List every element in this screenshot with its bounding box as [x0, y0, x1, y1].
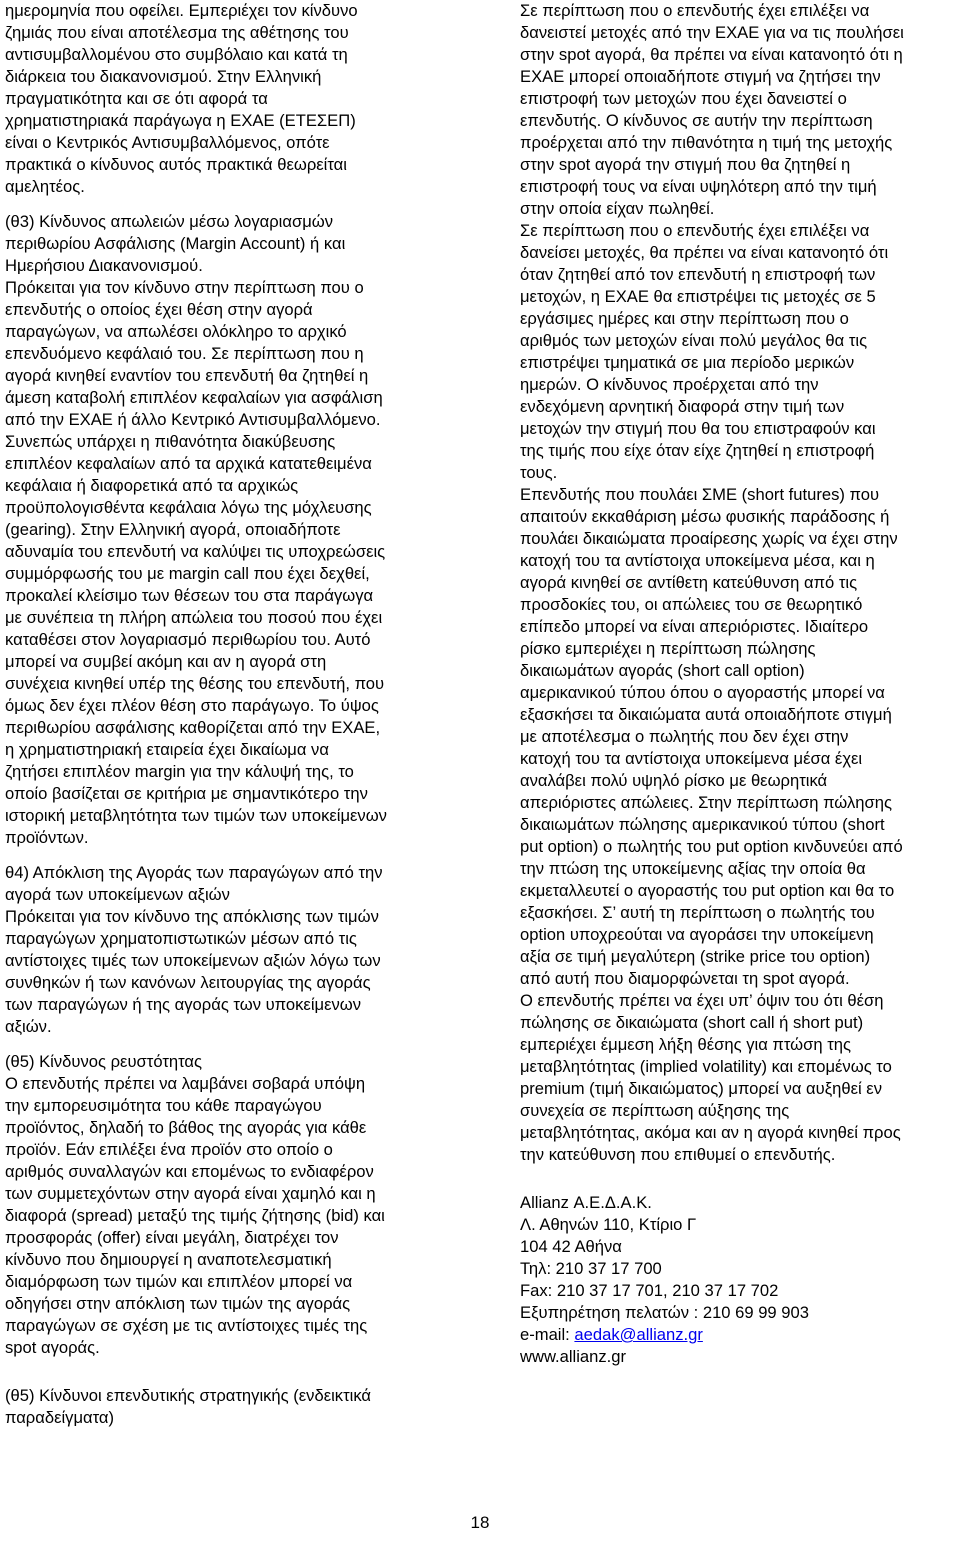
text-line: Σε περίπτωση που ο επενδυτής έχει επιλέξει να: [520, 1, 870, 20]
left-paragraph-1: [5, 0, 445, 198]
text-line: μετοχών, η ΕΧΑΕ θα επιστρέψει τις μετοχές σε 5: [520, 287, 876, 306]
text-line: αδυναμία του επενδυτή να καλύψει τις υποχρεώσεις: [5, 542, 386, 561]
text-line: αγορά κινηθεί εναντίον του επενδυτή θα ζητηθεί η: [5, 366, 369, 385]
text-line: (θ5) Κίνδυνος ρευστότητας: [5, 1052, 203, 1071]
text-line: δανείσει μετοχές, θα πρέπει να είναι κατανοητό ότι: [520, 243, 889, 262]
contact-address-1: Λ. Αθηνών 110, Κτίριο Γ: [520, 1215, 697, 1234]
text-line: ζημιάς που είναι αποτέλεσμα της αθέτησης του: [5, 23, 349, 42]
text-line: οποίο βασίζεται σε κριτήρια με σημαντικότερο την: [5, 784, 368, 803]
text-line: option υποχρεούται να αγοράσει την υποκείμενη: [520, 925, 874, 944]
text-line: κίνδυνο που δημιουργεί η αναποτελεσματική: [5, 1250, 332, 1269]
text-line: συνέχεια κινηθεί υπέρ της θέσης του επενδυτή, που: [5, 674, 385, 693]
text-line: Ημερήσιου Διακανονισμού.: [5, 256, 203, 275]
text-line: Ο επενδυτής πρέπει να λαμβάνει σοβαρά υπόψη: [5, 1074, 366, 1093]
text-line: όταν ζητηθεί από τον επενδυτή η επιστροφή των: [520, 265, 876, 284]
text-line: spot αγοράς.: [5, 1338, 100, 1357]
text-line: από την ΕΧΑΕ ή άλλο Κεντρικό Αντισυμβαλλόμενο.: [5, 410, 381, 429]
text-line: εργάσιμες ημέρες και στην περίπτωση που ο: [520, 309, 849, 328]
right-column: [520, 0, 960, 1368]
left-paragraph-4: [5, 1051, 445, 1359]
text-line: αγορά κινηθεί σε αντίθετη κατεύθυνση από τις: [520, 573, 858, 592]
text-line: put option) ο πωλητής του put option κινδυνεύει από: [520, 837, 903, 856]
left-paragraph-2: [5, 211, 445, 849]
text-line: των παραγώγων ή της αγοράς των υποκείμενων: [5, 995, 362, 1014]
text-line: της τιμής που είχε όταν είχε ζητηθεί η επιστροφή: [520, 441, 875, 460]
text-line: Επενδυτής που πουλάει ΣΜΕ (short futures) που: [520, 485, 880, 504]
text-line: (θ5) Κίνδυνοι επενδυτικής στρατηγικής (ενδεικτικά: [5, 1386, 372, 1405]
text-line: Σε περίπτωση που ο επενδυτής έχει επιλέξει να: [520, 221, 870, 240]
text-line: είναι ο Κεντρικός Αντισυμβαλλόμενος, οπότε: [5, 133, 330, 152]
text-line: στην οποία είχαν πωληθεί.: [520, 199, 715, 218]
text-line: την εμπορευσιμότητα του κάθε παραγώγου: [5, 1096, 322, 1115]
text-line: επιστροφή των μετοχών που έχει δανειστεί ο: [520, 89, 847, 108]
text-line: αξία σε τιμή μεγαλύτερη (strike price του option): [520, 947, 871, 966]
text-line: αντίστοιχες τιμές των υποκείμενων αξιών λόγω των: [5, 951, 381, 970]
text-line: αμερικανικού τύπου όπου ο αγοραστής μπορεί να: [520, 683, 885, 702]
text-line: πραγματικότητα και σε ότι αφορά τα: [5, 89, 268, 108]
text-line: εμπεριέχει έμμεση λήξη θέσης για πτώση της: [520, 1035, 851, 1054]
text-line: ημερών. Ο κίνδυνος προέρχεται από την: [520, 375, 819, 394]
contact-email-label: e-mail:: [520, 1325, 575, 1344]
text-line: (gearing). Στην Ελληνική αγορά, οποιαδήποτε: [5, 520, 341, 539]
text-line: premium (τιμή δικαιώματος) μπορεί να αυξηθεί εν: [520, 1079, 882, 1098]
text-line: προϊόν. Εάν επιλέξει ένα προϊόν στο οποίο ο: [5, 1140, 333, 1159]
text-line: διαμόρφωση των τιμών και επιπλέον μπορεί να: [5, 1272, 353, 1291]
text-line: συμμόρφωσής του με margin call που έχει δεχθεί,: [5, 564, 370, 583]
text-line: παραγώγων, να απωλέσει ολόκληρο το αρχικό: [5, 322, 347, 341]
text-line: τους.: [520, 463, 558, 482]
text-line: δικαιωμάτων αγοράς (short call option): [520, 661, 805, 680]
text-line: παραδείγματα): [5, 1408, 115, 1427]
text-line: αμελητέος.: [5, 177, 85, 196]
text-line: όμως δεν έχει πλέον θέση στο παράγωγο. Το ύψος: [5, 696, 379, 715]
text-line: καταθέσει στον λογαριασμό περιθωρίου του. Αυτό: [5, 630, 371, 649]
text-line: μεταβλητότητας (implied volatility) και επομένως το: [520, 1057, 892, 1076]
page-number: 18: [470, 1513, 490, 1532]
text-line: αντισυμβαλλομένου στο συμβόλαιο και κατά τη: [5, 45, 348, 64]
text-line: στην spot αγορά την στιγμή που θα ζητηθεί η: [520, 155, 851, 174]
text-line: προϊόντων.: [5, 828, 89, 847]
text-line: αγορά των υποκείμενων αξιών: [5, 885, 230, 904]
text-line: θ4) Απόκλιση της Αγοράς των παραγώγων από την: [5, 863, 383, 882]
text-line: εξασκήσει τα δικαιώματα αυτά οποιαδήποτε στιγμή: [520, 705, 892, 724]
contact-customer-service: Εξυπηρέτηση πελατών : 210 69 99 903: [520, 1303, 809, 1322]
text-line: Συνεπώς υπάρχει η πιθανότητα διακύβευσης: [5, 432, 336, 451]
text-line: αριθμός συναλλαγών και επομένως το ενδιαφέρον: [5, 1162, 374, 1181]
text-line: συνθηκών ή των κανόνων λειτουργίας της αγοράς: [5, 973, 371, 992]
left-paragraph-3: [5, 862, 445, 1038]
text-line: αναλάβει πολύ υψηλό ρίσκο με θεωρητικά: [520, 771, 828, 790]
text-line: επενδυτής. Ο κίνδυνος σε αυτήν την περίπτωση: [520, 111, 873, 130]
text-line: άμεση καταβολή επιπλέον κεφαλαίων για ασφάλιση: [5, 388, 383, 407]
contact-fax: Fax: 210 37 17 701, 210 37 17 702: [520, 1281, 779, 1300]
text-line: συνεχεία σε περίπτωση αύξησης της: [520, 1101, 790, 1120]
text-line: παραγώγων χρηματοπιστωτικών μέσων από τις: [5, 929, 357, 948]
text-line: αξιών.: [5, 1017, 52, 1036]
text-line: δικαιωμάτων πώλησης αμερικανικού τύπου (short: [520, 815, 885, 834]
text-line: πρακτικά ο κίνδυνος αυτός πρακτικά θεωρείται: [5, 155, 347, 174]
text-line: ιστορική μεταβλητότητα των τιμών των υποκείμενων: [5, 806, 387, 825]
text-line: αριθμός των μετοχών είναι πολύ μεγάλος θα τις: [520, 331, 868, 350]
text-line: χρηματιστηριακά παράγωγα η ΕΧΑΕ (ΕΤΕΣΕΠ): [5, 111, 356, 130]
text-line: διάρκεια του διακανονισμού. Στην Ελληνική: [5, 67, 322, 86]
text-line: προϊόντος, δηλαδή το βάθος της αγοράς για κάθε: [5, 1118, 367, 1137]
text-line: προϋπολογισθέντα κεφάλαια λόγω της μόχλευσης: [5, 498, 372, 517]
text-line: την κατεύθυνση που επιθυμεί ο επενδυτής.: [520, 1145, 836, 1164]
text-line: επενδυόμενο κεφάλαιό του. Σε περίπτωση που η: [5, 344, 364, 363]
right-paragraph-1: [520, 0, 960, 1166]
text-line: Πρόκειται για τον κίνδυνο στην περίπτωση που ο: [5, 278, 364, 297]
text-line: πουλάει δικαιώματα προαίρεσης χωρίς να έχει στην: [520, 529, 898, 548]
left-column: [5, 0, 445, 1429]
text-line: την πτώση της υποκείμενης αξίας την οποία θα: [520, 859, 866, 878]
text-line: επίπεδο μπορεί να είναι απεριόριστες. Ιδιαίτερο: [520, 617, 869, 636]
left-paragraph-5: [5, 1385, 445, 1429]
text-line: διαφορά (spread) μεταξύ της τιμής ζήτησης (bid) και: [5, 1206, 385, 1225]
text-line: παραγώγων σε σχέση με τις αντίστοιχες τιμές της: [5, 1316, 368, 1335]
text-line: περιθωρίου ασφάλισης καθορίζεται από την ΕΧΑΕ,: [5, 718, 381, 737]
contact-address-2: 104 42 Αθήνα: [520, 1237, 622, 1256]
text-line: οδηγήσει στην απόκλιση των τιμών της αγοράς: [5, 1294, 351, 1313]
text-line: προέρχεται από την πιθανότητα η τιμή της μετοχής: [520, 133, 893, 152]
text-line: των συμμετεχόντων στην αγορά είναι χαμηλό και η: [5, 1184, 376, 1203]
text-line: στην spot αγορά, θα πρέπει να είναι κατανοητό ότι η: [520, 45, 903, 64]
text-line: απεριόριστες απώλειες. Στην περίπτωση πώλησης: [520, 793, 892, 812]
text-line: επιστροφή τους να είναι υψηλότερη από την τιμή: [520, 177, 877, 196]
text-line: απαιτούν εκκαθάριση μέσω φυσικής παράδοσης ή: [520, 507, 890, 526]
contact-website: www.allianz.gr: [520, 1347, 627, 1366]
text-line: προσδοκίες του, οι απώλειες του σε θεωρητικό: [520, 595, 863, 614]
text-line: επιπλέον κεφαλαίων από τα αρχικά κατατεθειμένα: [5, 454, 372, 473]
contact-email-link[interactable]: aedak@allianz.gr: [574, 1325, 703, 1344]
text-line: ρίσκο εμπεριέχει η περίπτωση πώλησης: [520, 639, 816, 658]
text-line: από αυτή που διαμορφώνεται τη spot αγορά.: [520, 969, 850, 988]
text-line: κατοχή του τα αντίστοιχα υποκείμενα μέσα έχει: [520, 749, 863, 768]
text-line: ημερομηνία που οφείλει. Εμπεριέχει τον κίνδυνο: [5, 1, 358, 20]
text-line: μπορεί να συμβεί ακόμη και αν η αγορά στη: [5, 652, 327, 671]
text-line: μετοχών την στιγμή που θα του επιστραφούν και: [520, 419, 876, 438]
text-line: πώλησης σε δικαιώματα (short call ή short put): [520, 1013, 864, 1032]
text-line: ΕΧΑΕ μπορεί οποιαδήποτε στιγμή να ζητήσει την: [520, 67, 881, 86]
text-line: Πρόκειται για τον κίνδυνο της απόκλισης των τιμών: [5, 907, 379, 926]
text-line: ζητήσει επιπλέον margin για την κάλυψή της, το: [5, 762, 354, 781]
text-line: κεφάλαια ή διαφορετικά από τα αρχικώς: [5, 476, 299, 495]
contact-company: Allianz Α.Ε.Δ.Α.Κ.: [520, 1193, 652, 1212]
text-line: κατοχή του τα αντίστοιχα υποκείμενα μέσα, και η: [520, 551, 875, 570]
contact-block: [520, 1192, 960, 1368]
text-line: επιστρέψει τμηματικά σε μια περίοδο μερικών: [520, 353, 855, 372]
text-line: ενδεχόμενη αρνητική διαφορά στην τιμή των: [520, 397, 845, 416]
text-line: περιθωρίου Ασφάλισης (Margin Account) ή και: [5, 234, 346, 253]
text-line: (θ3) Κίνδυνος απωλειών μέσω λογαριασμών: [5, 212, 334, 231]
text-line: επενδυτής ο οποίος έχει θέση στην αγορά: [5, 300, 313, 319]
text-line: μεταβλητότητας, ακόμα και αν η αγορά κινηθεί προς: [520, 1123, 901, 1142]
text-line: δανειστεί μετοχές από την ΕΧΑΕ για να τις πουλήσει: [520, 23, 904, 42]
contact-email-line: [520, 1324, 960, 1346]
text-line: με αποτέλεσμα ο πωλητής που δεν έχει στην: [520, 727, 849, 746]
text-line: η χρηματιστηριακή εταιρεία έχει δικαίωμα να: [5, 740, 329, 759]
text-line: εξασκήσει. Σ’ αυτή τη περίπτωση ο πωλητής του: [520, 903, 875, 922]
text-line: με συνέπεια τη πλήρη απώλεια του ποσού που έχει: [5, 608, 383, 627]
text-line: προκαλεί κλείσιμο των θέσεων του στα παράγωγα: [5, 586, 374, 605]
text-line: Ο επενδυτής πρέπει να έχει υπ’ όψιν του ότι θέση: [520, 991, 884, 1010]
contact-phone: Τηλ: 210 37 17 700: [520, 1259, 662, 1278]
text-line: εκμεταλλευτεί ο αγοραστής του put option και θα το: [520, 881, 895, 900]
text-line: προσφοράς (offer) είναι μεγάλη, διατρέχει τον: [5, 1228, 339, 1247]
